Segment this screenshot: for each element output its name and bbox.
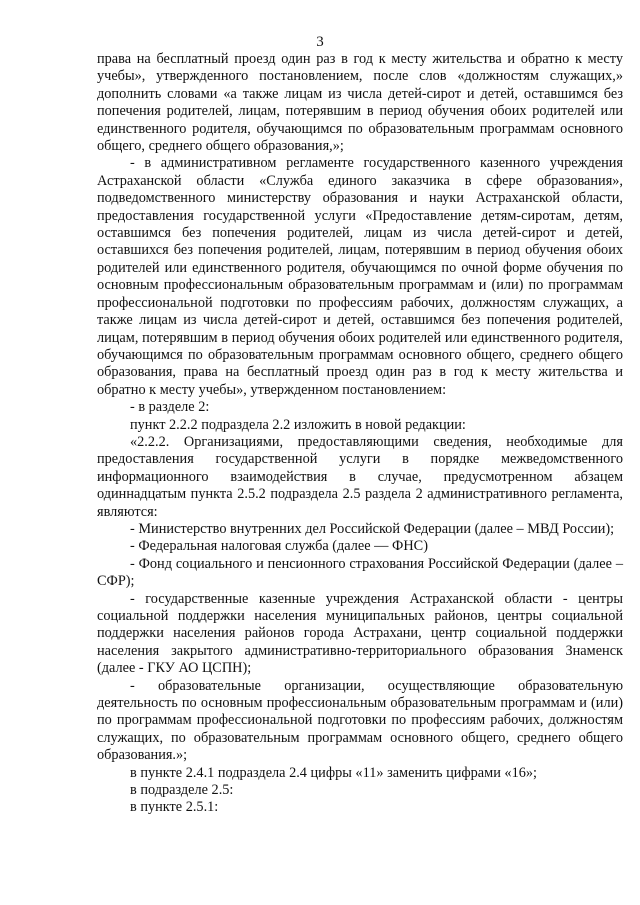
paragraph-2: - в административном регламенте государственного казенного учреждения Астраханской области «Служба единого заказчика в сфере образования», подведомственного министерству образования и науки Астраханской области, предоставления государственной услуги «Предоставление детям-сиротам, детям, оставшимся без попечения родителей, лицам из числа детей-сирот и детей, оставшихся без попечения родителей, лицам, потерявшим в период обучения обоих родителей или единственного родителя, обучающимся по очной форме обучения по основным профессиональным образовательным программам и (или) по программам профессиональной подготовки по профессиям рабочих, должностям служащих, а также лицам из числа детей-сирот и детей, оставшимся без попечения родителей, лицам, потерявшим в период обучения обоих родителей или единственного родителя, обучающимся по образовательным программам основного общего, среднего общего образования, права на бесплатный проезд один раз в год к месту жительства и обратно к месту учебы», утвержденном постановлением: <box>97 155 623 398</box>
paragraph-4: пункт 2.2.2 подраздела 2.2 изложить в новой редакции: <box>130 416 466 433</box>
paragraph-13: в пункте 2.5.1: <box>130 799 219 816</box>
paragraph-9: - государственные казенные учреждения Астраханской области - центры социальной поддержки населения муниципальных районов, центры социальной поддержки населения районов города Астрахани, центр социальной поддержки населения закрытого административно-территориального образования Знаменск (далее - ГКУ АО ЦСПН); <box>97 590 623 677</box>
document-body <box>97 51 623 817</box>
paragraph-7: - Федеральная налоговая служба (далее — ФНС) <box>130 538 428 555</box>
paragraph-12: в подразделе 2.5: <box>130 782 234 799</box>
paragraph-6: - Министерство внутренних дел Российской Федерации (далее – МВД России); <box>130 520 615 537</box>
page-number: 3 <box>316 34 324 50</box>
paragraph-5: «2.2.2. Организациями, предоставляющими сведения, необходимые для предоставления государственной услуги в порядке межведомственного информационного взаимодействия в случае, предусмотренном абзацем одиннадцатым пункта 2.5.2 подраздела 2.5 раздела 2 административного регламента, являются: <box>97 433 623 520</box>
paragraph-3: - в разделе 2: <box>130 399 210 416</box>
paragraph-10: - образовательные организации, осуществляющие образовательную деятельность по основным профессиональным образовательным программам и (или) по программам профессиональной подготовки по профессиям рабочих, должностям служащих, по образовательным программам основного общего, среднего общего образования.»; <box>97 677 623 764</box>
paragraph-11: в пункте 2.4.1 подраздела 2.4 цифры «11» заменить цифрами «16»; <box>130 764 537 781</box>
paragraph-1: права на бесплатный проезд один раз в год к месту жительства и обратно к месту учебы», утвержденного постановлением, после слов «должностям служащих,» дополнить словами «а также лицам из числа детей-сирот и детей, оставшимся без попечения родителей, лицам, потерявшим в период обучения обоих родителей или единственного родителя, обучающимся по образовательным программам основного общего, среднего общего образования,»; <box>97 51 623 155</box>
paragraph-8: - Фонд социального и пенсионного страхования Российской Федерации (далее – СФР); <box>97 555 623 590</box>
